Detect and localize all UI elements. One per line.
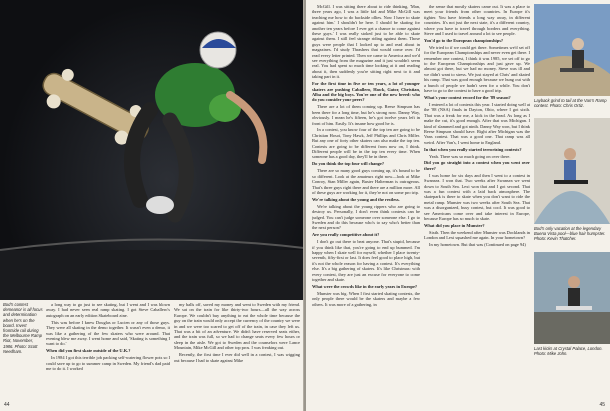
paragraph: my balls off, saved my money and went to Sweden with my friend. We sat on the train for like thirty-two hours—all the way across Europe. We couldn't buy anything to eat the whole time because the guy on the train would only accept the currency of the country we were in and we were too scared to get off of the train, in case they left us. That was a bit of an adventure. We didn't have reserved seats either, and the train was full, so we had to change seats every few hours or sleep in the aisle. We got to Sweden and the counselors were Lance Mountain, Mike McGill and other top pros. I was freaking out. <box>174 302 300 351</box>
interview-question: You'd go to the European championships? <box>424 37 504 43</box>
interview-question: Do you think the top four will change? <box>312 161 385 167</box>
page-number-right: 45 <box>599 402 605 408</box>
ramp-photo-illustration <box>534 4 610 96</box>
interview-question: What did you place in Munster? <box>424 222 485 228</box>
paragraph: I entered a lot of contests this year. I started doing well at the '88 (NSA) finals in Dayton, Ohio, where I got sixth. That was a freak for me, a kick in the head. As long as I make the cut, it's good enough. After that was Michigan. I kind of slammed and got ninth. Danny Way won, but I think Reese Simpson should have. Right after Michigan was the Vans contest. That was a good one. That ramp was all weird. After Van's, I went home to England. <box>424 101 530 145</box>
crystal-palace-illustration <box>534 252 610 344</box>
paragraph: In a contest, you know four of the top ten are going to be Christian Hosoi, Tony Hawk, Jeff Phillips and Chris Miller. But any one of forty other skaters can also make the top ten. Contests are going to be different from now on, I think. Different people will be in the top ten every time. When someone has a good day, they'll be in there. <box>312 127 420 160</box>
paragraph: a long way to go just to see skating, but I went and I was blown away. I had never seen real ramp skating. I got Steve Caballero's autograph on an early edition Skateboard zine. <box>46 302 170 318</box>
paragraph: Recently, the first time I ever did well in a contest, I was wigging out because I had to skate against Mike <box>174 352 300 363</box>
paragraph: We tried to if we could get there. Sometimes we'd set off for the European Championships and never even get there. I remember one contest, I think it was 1985, we set off to go to the European Championships and just gave up. We almost got there, but we had no money. Steve was ill and we didn't want to stress. We just stayed at Chris' and skated his ramp. That was good enough because we hung out with a bunch of people we hadn't seen for a while. You don't have to go to the contest to have a good trip. <box>424 44 530 94</box>
paragraph: Munster was big. When I first started skating contests, the only people there would be the skaters and maybe a few others. It was more of a gathering, in <box>312 290 420 307</box>
hero-caption: Bod's contest demeanor is all focus and determination when he's on the board. Invert frontside rail during the Melbourne Ramp Riot, November, 1986. Photo: Scott Needham. <box>3 302 43 354</box>
photo-caption-3: Last kicks at Crystal Palace, London. Photo: Mike John. <box>534 346 603 357</box>
paragraph: the sense that mostly skaters came out. It was a place to meet your friends from other countries. In Europe it's tighter. You have friends a long way away, in different countries. It's not just the next state, it's a different country, where you have to travel through borders and everything. Steve and I used to travel around a lot to see people. <box>424 4 530 37</box>
photo-caption-2: Bod's only vacation at the legendary Buena Vista pool—blue hair humpster. Photo: Kevin Thatcher. <box>534 226 606 242</box>
photo-layback-grind <box>534 4 610 96</box>
paragraph: This was before I knew Douglas or Lucien or any of those guys. They were all skating in the demo together. It wasn't even a demo, it was like a gathering of the few skaters who were around. That evening blew me away. I went home and said, 'Skating is something I want to do.' <box>46 319 170 347</box>
interview-question: When did you first skate outside of the U.K.? <box>46 348 131 354</box>
skater-illustration <box>0 0 304 300</box>
left-column-1 <box>46 302 170 406</box>
paragraph: I was home for six days and then I went to a contest in Swansea. I won that. Two weeks after Swansea we went down to South Sea. Lexi won that and I got second. That was a fun contest with a laid back atmosphere. The skatepark is there to skate when you don't want to ride the metal ramp. Munster was two weeks after South Sea. That was a disorganized, busy contest, but cool. It was good to see Americans come over and take interest in Europe, because Europe has so much to skate. <box>424 172 530 222</box>
interview-question: In that when you really started terrorizing contests? <box>424 146 522 152</box>
hero-photo <box>0 0 304 300</box>
paragraph: Sixth. Then the weekend after Munster was Docklands in London and Lexi squashed me again. In your hometown? <box>424 229 530 241</box>
interview-question: Are you really competitive about it? <box>312 232 380 238</box>
pool-photo-illustration <box>534 118 610 224</box>
paragraph: In my hometown. But that was (Continued on page 94) <box>429 242 526 248</box>
paragraph: There are so many good guys coming up, it's bound to be so different. Look at the amateurs right now—look at Mike Conroy, Stan Miller again, Buster Halterman is outrageous. That's three guys right there and there are a million more. All of these guys are working for it, they're not on some pro trip. <box>312 168 420 195</box>
paragraph: There are a lot of them coming up. Reese Simpson has been there for a long time, but he's strong now. Danny Way, obviously. I mean he's fifteen, he's got twelve years left in front of him. Easily. It's insane how good he is. <box>312 104 420 126</box>
photo-crystal-palace <box>534 252 610 344</box>
right-column-2 <box>424 4 530 396</box>
paragraph: In 1984 I got this terrible job packing self-watering flower pots so I could save up to go to summer camp in Sweden. My friend's dad paid me to do it. I worked <box>46 355 170 371</box>
right-page <box>306 0 610 411</box>
left-column-2 <box>174 302 300 406</box>
interview-question: For the first time in five or ten years, a lot of younger skaters are pushing Caballero, Hawk, Gator, Christian, Alba and the big boys. You're one of the new breed: who do you consider your peers? <box>312 81 420 103</box>
interview-question: We're talking about the young and the restless. <box>312 196 400 202</box>
right-column-1 <box>312 4 420 406</box>
interview-question: What's your contest record for the '89 season? <box>424 95 511 100</box>
page-number-left: 44 <box>4 402 10 408</box>
interview-question: Did you go straight into a contest when you went over there? <box>424 160 530 171</box>
photo-buena-vista <box>534 118 610 224</box>
paragraph: McGill. I was sitting there about to ride thinking, 'Man, three years ago, I was a little kid and Mike McGill was teaching me how to do backside ollies. Now I have to skate against him.' I shouldn't be here. I should be skating for another ten years before I ever get a chance to come against these guys.' I was really stoked just to be able to skate against them. I still feel strange riding against them. Those guys were people that I looked up to and read about in magazines. I'd study Thrashers that would come over. I'd read every letter printed. Then we came to America and we'd see everything from the magazine and it just wouldn't seem real. You had spent so much time looking at it and reading about it, then suddenly you're sitting right next to it and taking part in it. <box>312 4 420 80</box>
paragraph: We're talking about the young rippers who are going to destroy us. Personally, I don't even think contests can be judged. You can't judge someone over someone else. I go to Sweden and do this because who's to say who's better than the next person? <box>312 203 420 231</box>
interview-question: What were the crowds like in the early years in Europe? <box>312 283 418 289</box>
paragraph: Yeah. There was so much going on over there. <box>429 153 511 159</box>
paragraph: I don't go out there to beat anyone. That's stupid, because if you think like that, you're going to end up bummed. I'm happy when I skate well for myself, whether I place twenty-seventh, fifty-first or last. It does feel good to place high, but it's not the whole reason for having a contest. It's everything else. It's a big gathering of skaters. It's like Christmas: with every contest, they are just an excuse for everyone to come together and skate. <box>312 239 420 282</box>
photo-caption-1: Layback grind to tail at the Van's Ramp contest. Photo: Chris Ortiz. <box>534 98 607 109</box>
left-page <box>0 0 304 411</box>
